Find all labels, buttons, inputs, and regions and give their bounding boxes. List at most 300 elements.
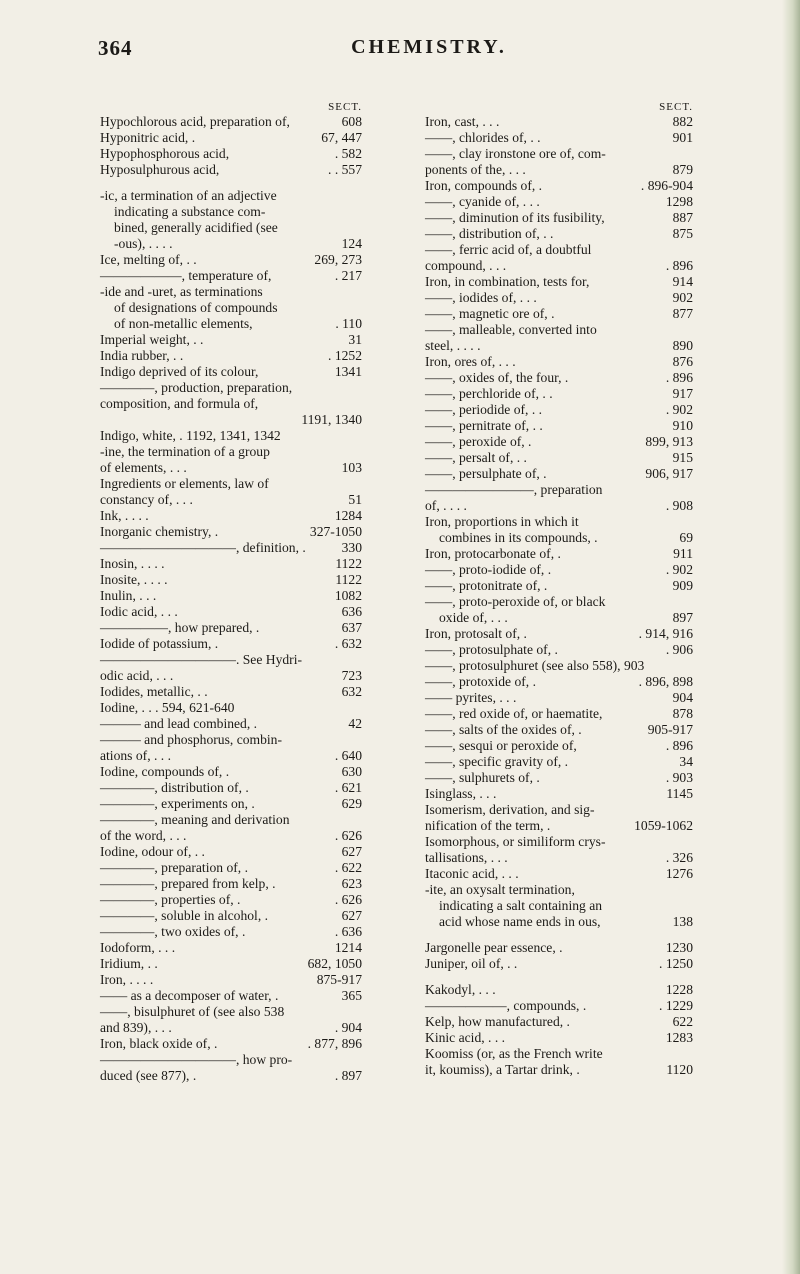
entry-text: ————, preparation of, . — [100, 860, 248, 875]
index-entry — [425, 898, 693, 914]
index-entry — [425, 178, 693, 194]
entry-section-number: 901 — [672, 130, 693, 145]
index-entry — [100, 556, 362, 572]
entry-text: Iron, . . . . — [100, 972, 154, 987]
index-entry — [100, 252, 362, 268]
entry-section-number: . 896 — [665, 370, 693, 385]
entry-section-number: 630 — [341, 764, 362, 779]
entry-section-number: 897 — [672, 610, 693, 625]
running-title: CHEMISTRY. — [351, 36, 507, 58]
index-entry — [100, 1036, 362, 1052]
index-entry — [425, 338, 693, 354]
entry-section-number: 608 — [341, 114, 362, 129]
entry-text: ————, prepared from kelp, . — [100, 876, 276, 891]
entry-section-number: 627 — [341, 844, 362, 859]
index-entry — [100, 1020, 362, 1036]
index-entry — [100, 492, 362, 508]
entry-text: ——, chlorides of, . . — [425, 130, 541, 145]
entry-text: —— pyrites, . . . — [425, 690, 517, 705]
entry-section-number: . 903 — [665, 770, 693, 785]
index-entry — [425, 130, 693, 146]
entry-text: Juniper, oil of, . . — [425, 956, 518, 971]
entry-section-number: 67, 447 — [321, 130, 362, 145]
index-entry — [100, 412, 362, 428]
entry-text: Ice, melting of, . . — [100, 252, 197, 267]
entry-section-number: . 896 — [665, 738, 693, 753]
index-entry — [425, 354, 693, 370]
entry-text: Iron, in combination, tests for, — [425, 274, 590, 289]
index-entry — [425, 658, 693, 674]
entry-section-number: 915 — [672, 450, 693, 465]
entry-text: ————, properties of, . — [100, 892, 241, 907]
entry-section-number: 1082 — [334, 588, 362, 603]
entry-section-number: . 896, 898 — [638, 674, 693, 689]
index-entry — [100, 396, 362, 412]
entry-text: of, . . . . — [425, 498, 467, 513]
entry-text: Iodine, odour of, . . — [100, 844, 205, 859]
entry-text: Isinglass, . . . — [425, 786, 497, 801]
index-entry — [425, 770, 693, 786]
index-entry — [425, 226, 693, 242]
entry-section-number: 629 — [341, 796, 362, 811]
entry-text: ——, cyanide of, . . . — [425, 194, 540, 209]
index-entry — [100, 796, 362, 812]
entry-text: ——, protoxide of, . — [425, 674, 537, 689]
entry-text: ——————————. See Hydri- — [100, 652, 303, 667]
entry-section-number: . 621 — [334, 780, 362, 795]
index-entry — [100, 348, 362, 364]
entry-section-number: 632 — [341, 684, 362, 699]
entry-section-number: . 217 — [334, 268, 362, 283]
entry-text: Iodoform, . . . — [100, 940, 176, 955]
entry-text: ations of, . . . — [100, 748, 171, 763]
entry-text: ——, protosulphuret (see also 558), 903 — [425, 658, 645, 673]
entry-section-number: 905-917 — [647, 722, 693, 737]
entry-section-number: 31 — [348, 332, 362, 347]
entry-section-number: 882 — [672, 114, 693, 129]
index-entry — [425, 754, 693, 770]
entry-section-number: . 1252 — [328, 348, 362, 363]
entry-text: compound, . . . — [425, 258, 507, 273]
entry-text: and 839), . . . — [100, 1020, 172, 1035]
entry-text: ————, experiments on, . — [100, 796, 255, 811]
index-entry — [100, 812, 362, 828]
entry-text: Iron, proportions in which it — [425, 514, 579, 529]
index-entry — [100, 460, 362, 476]
index-entry — [425, 786, 693, 802]
entry-text: composition, and formula of, — [100, 396, 259, 411]
entry-text: Inosite, . . . . — [100, 572, 168, 587]
entry-section-number: 622 — [672, 1014, 693, 1029]
entry-text: Ink, . . . . — [100, 508, 149, 523]
index-entry — [425, 530, 693, 546]
entry-section-number: 875-917 — [316, 972, 362, 987]
entry-text: —— as a decomposer of water, . — [100, 988, 279, 1003]
entry-text: ——, red oxide of, or haematite, — [425, 706, 603, 721]
entry-text: Kakodyl, . . . — [425, 982, 496, 997]
index-entry — [425, 594, 693, 610]
index-entry — [425, 998, 693, 1014]
entry-text: Itaconic acid, . . . — [425, 866, 519, 881]
entry-section-number: 723 — [341, 668, 362, 683]
page-header — [98, 36, 720, 76]
index-entry — [100, 892, 362, 908]
entry-section-number: 879 — [672, 162, 693, 177]
entry-section-number: 637 — [341, 620, 362, 635]
entry-text: ——, protonitrate of, . — [425, 578, 548, 593]
index-entry — [100, 732, 362, 748]
entry-text: Indigo deprived of its colour, — [100, 364, 259, 379]
entry-text: India rubber, . . — [100, 348, 184, 363]
index-entry — [100, 876, 362, 892]
entry-text: Jargonelle pear essence, . — [425, 940, 563, 955]
entry-text: ——, periodide of, . . — [425, 402, 543, 417]
entry-section-number: 103 — [341, 460, 362, 475]
entry-text: Indigo, white, . 1192, 1341, 1342 — [100, 428, 281, 443]
entry-text: tallisations, . . . — [425, 850, 508, 865]
entry-section-number: . 906 — [665, 642, 693, 657]
entry-section-number: . 877, 896 — [307, 1036, 362, 1051]
index-entry — [425, 982, 693, 998]
entry-text: ——————————, how pro- — [100, 1052, 293, 1067]
index-entry — [100, 988, 362, 1004]
index-entry — [425, 450, 693, 466]
entry-section-number: 1191, 1340 — [301, 412, 362, 427]
index-entry — [425, 546, 693, 562]
entry-section-number: 327-1050 — [309, 524, 362, 539]
index-entry — [100, 636, 362, 652]
index-entry — [100, 572, 362, 588]
entry-section-number: 917 — [672, 386, 693, 401]
entry-text: ——, pernitrate of, . . — [425, 418, 543, 433]
entry-section-number: 1059-1062 — [634, 818, 693, 833]
entry-section-number: 876 — [672, 354, 693, 369]
index-entry — [425, 642, 693, 658]
index-entry — [100, 748, 362, 764]
entry-section-number: 636 — [341, 604, 362, 619]
entry-text: ————, meaning and derivation — [100, 812, 290, 827]
index-entry — [100, 844, 362, 860]
entry-text: duced (see 877), . — [100, 1068, 197, 1083]
entry-text: ——, oxides of, the four, . — [425, 370, 569, 385]
entry-text: ——, diminution of its fusibility, — [425, 210, 605, 225]
entry-text: -ous), . . . . — [114, 236, 173, 251]
index-entry — [100, 1068, 362, 1084]
entry-text: Isomorphous, or similiform crys- — [425, 834, 606, 849]
index-entry — [425, 690, 693, 706]
entry-section-number: 899, 913 — [645, 434, 693, 449]
entry-text: ——, persulphate of, . — [425, 466, 547, 481]
entry-text: bined, generally acidified (see — [114, 220, 278, 235]
entry-text: of non-metallic elements, — [114, 316, 253, 331]
entry-section-number: 627 — [341, 908, 362, 923]
index-entry — [425, 482, 693, 498]
index-entry — [100, 684, 362, 700]
index-entry — [100, 236, 362, 252]
entry-text: Inosin, . . . . — [100, 556, 165, 571]
entry-section-number: . 640 — [334, 748, 362, 763]
entry-section-number: 682, 1050 — [307, 956, 362, 971]
index-entry — [100, 444, 362, 460]
index-entry — [425, 610, 693, 626]
entry-text: -ic, a termination of an adjective — [100, 188, 277, 203]
index-entry — [425, 722, 693, 738]
index-entry — [425, 402, 693, 418]
index-entry — [425, 1030, 693, 1046]
entry-section-number: . 896 — [665, 258, 693, 273]
entry-text: Hyponitric acid, . — [100, 130, 196, 145]
entry-section-number: 904 — [672, 690, 693, 705]
index-entry — [425, 818, 693, 834]
index-entry — [100, 300, 362, 316]
index-entry — [425, 194, 693, 210]
entry-text: ————, two oxides of, . — [100, 924, 246, 939]
index-entry — [425, 940, 693, 956]
entry-section-number: . 914, 916 — [638, 626, 693, 641]
index-entry — [425, 802, 693, 818]
entry-section-number: . 110 — [335, 316, 362, 331]
index-entry — [425, 1062, 693, 1078]
entry-text: Isomerism, derivation, and sig- — [425, 802, 595, 817]
index-entry — [100, 332, 362, 348]
entry-section-number: . 622 — [334, 860, 362, 875]
index-entry — [100, 860, 362, 876]
index-column-right — [425, 100, 693, 1078]
index-entry — [100, 114, 362, 130]
index-entry — [100, 700, 362, 716]
entry-text: Iridium, . . — [100, 956, 158, 971]
entry-text: Iron, protosalt of, . — [425, 626, 527, 641]
entry-text: ——, magnetic ore of, . — [425, 306, 555, 321]
entry-section-number: 51 — [348, 492, 362, 507]
index-entry — [100, 716, 362, 732]
entry-text: ——, proto-peroxide of, or black — [425, 594, 606, 609]
index-entry — [425, 418, 693, 434]
index-entry — [100, 652, 362, 668]
index-entry — [100, 620, 362, 636]
index-entry — [425, 162, 693, 178]
entry-text: ——, iodides of, . . . — [425, 290, 537, 305]
entry-text: Iron, protocarbonate of, . — [425, 546, 561, 561]
entry-section-number: 1298 — [665, 194, 693, 209]
entry-section-number: . 626 — [334, 892, 362, 907]
index-entry — [425, 258, 693, 274]
entry-text: it, koumiss), a Tartar drink, . — [425, 1062, 580, 1077]
index-entry — [425, 882, 693, 898]
entry-text: Hypochlorous acid, preparation of, — [100, 114, 290, 129]
entry-text: Kelp, how manufactured, . — [425, 1014, 570, 1029]
index-entry — [425, 146, 693, 162]
index-entry — [425, 306, 693, 322]
entry-section-number: 878 — [672, 706, 693, 721]
index-entry — [100, 524, 362, 540]
entry-text: indicating a substance com- — [114, 204, 266, 219]
index-column-left — [100, 100, 362, 1084]
entry-section-number: . 626 — [334, 828, 362, 843]
entry-text: -ine, the termination of a group — [100, 444, 270, 459]
page-edge-shadow — [782, 0, 800, 1274]
index-entry — [425, 834, 693, 850]
entry-text: Iron, cast, . . . — [425, 114, 500, 129]
index-entry — [100, 1004, 362, 1020]
entry-text: ————————, preparation — [425, 482, 603, 497]
entry-text: —————, how prepared, . — [100, 620, 260, 635]
index-entry — [425, 498, 693, 514]
entry-text: ——, salts of the oxides of, . — [425, 722, 582, 737]
index-entry — [425, 274, 693, 290]
index-entry — [425, 466, 693, 482]
index-lines-left — [100, 114, 362, 1084]
index-entry — [100, 780, 362, 796]
sect-label-left: SECT. — [328, 101, 362, 113]
entry-text: of the word, . . . — [100, 828, 187, 843]
entry-text: Iron, black oxide of, . — [100, 1036, 218, 1051]
index-entry — [100, 220, 362, 236]
index-entry — [100, 956, 362, 972]
entry-text: Kinic acid, . . . — [425, 1030, 506, 1045]
entry-text: odic acid, . . . — [100, 668, 174, 683]
index-entry — [100, 540, 362, 556]
entry-text: ————, distribution of, . — [100, 780, 249, 795]
entry-section-number: . 1250 — [659, 956, 693, 971]
entry-text: acid whose name ends in ous, — [439, 914, 601, 929]
entry-text: ——— and phosphorus, combin- — [100, 732, 282, 747]
entry-section-number: 1230 — [665, 940, 693, 955]
index-entry — [100, 268, 362, 284]
index-entry — [100, 908, 362, 924]
entry-section-number: 890 — [672, 338, 693, 353]
entry-text: ————, production, preparation, — [100, 380, 293, 395]
entry-section-number: 910 — [672, 418, 693, 433]
index-entry — [100, 972, 362, 988]
entry-section-number: . 902 — [665, 402, 693, 417]
entry-section-number: 877 — [672, 306, 693, 321]
entry-text: oxide of, . . . — [439, 610, 508, 625]
index-entry — [425, 514, 693, 530]
index-entry — [100, 1052, 362, 1068]
entry-gap — [100, 178, 362, 188]
index-entry — [425, 1046, 693, 1062]
entry-section-number: 124 — [341, 236, 362, 251]
entry-text: ——————, temperature of, — [100, 268, 272, 283]
entry-section-number: 34 — [679, 754, 693, 769]
index-entry — [100, 924, 362, 940]
entry-text: -ite, an oxysalt termination, — [425, 882, 575, 897]
entry-text: Iron, ores of, . . . — [425, 354, 516, 369]
index-entry — [425, 956, 693, 972]
entry-text: of designations of compounds — [114, 300, 278, 315]
entry-text: nification of the term, . — [425, 818, 551, 833]
entry-text: Koomiss (or, as the French write — [425, 1046, 603, 1061]
entry-text: ——, sesqui or peroxide of, — [425, 738, 577, 753]
entry-text: ——, malleable, converted into — [425, 322, 597, 337]
index-entry — [100, 940, 362, 956]
entry-text: ——, peroxide of, . — [425, 434, 532, 449]
entry-text: ——, protosulphate of, . — [425, 642, 558, 657]
entry-text: Iodine, . . . 594, 621-640 — [100, 700, 235, 715]
entry-text: Iodides, metallic, . . — [100, 684, 208, 699]
entry-text: ——, proto-iodide of, . — [425, 562, 552, 577]
entry-text: ——, bisulphuret of (see also 538 — [100, 1004, 285, 1019]
index-entry — [100, 146, 362, 162]
index-entry — [425, 242, 693, 258]
sect-label-right: SECT. — [659, 101, 693, 113]
entry-text: -ide and -uret, as terminations — [100, 284, 263, 299]
index-entry — [100, 668, 362, 684]
index-entry — [100, 316, 362, 332]
index-entry — [100, 764, 362, 780]
entry-section-number: 365 — [341, 988, 362, 1003]
index-entry — [425, 738, 693, 754]
entry-section-number: 909 — [672, 578, 693, 593]
index-entry — [425, 114, 693, 130]
entry-section-number: 1122 — [335, 572, 362, 587]
index-lines-right — [425, 114, 693, 1078]
entry-text: indicating a salt containing an — [439, 898, 603, 913]
index-entry — [425, 706, 693, 722]
index-entry — [425, 578, 693, 594]
index-entry — [425, 290, 693, 306]
entry-text: constancy of, . . . — [100, 492, 193, 507]
index-entry — [100, 364, 362, 380]
entry-text: ponents of the, . . . — [425, 162, 526, 177]
entry-text: ——, sulphurets of, . — [425, 770, 540, 785]
entry-text: Hyposulphurous acid, — [100, 162, 220, 177]
entry-section-number: 42 — [348, 716, 362, 731]
index-entry — [100, 604, 362, 620]
entry-section-number: 69 — [679, 530, 693, 545]
entry-section-number: 1214 — [334, 940, 362, 955]
entry-text: ——, ferric acid of, a doubtful — [425, 242, 592, 257]
index-entry — [100, 204, 362, 220]
index-entry — [425, 626, 693, 642]
index-entry — [100, 476, 362, 492]
entry-section-number: 1284 — [334, 508, 362, 523]
entry-text: Hypophosphorous acid, — [100, 146, 230, 161]
entry-section-number: . 897 — [334, 1068, 362, 1083]
entry-section-number: 138 — [672, 914, 693, 929]
index-entry — [425, 1014, 693, 1030]
entry-text: Imperial weight, . . — [100, 332, 204, 347]
index-entry — [100, 284, 362, 300]
entry-section-number: 887 — [672, 210, 693, 225]
entry-section-number: . 1229 — [659, 998, 693, 1013]
index-entry — [425, 386, 693, 402]
index-entry — [425, 914, 693, 930]
entry-section-number: 1283 — [665, 1030, 693, 1045]
entry-section-number: . 896-904 — [640, 178, 693, 193]
entry-text: ——————————, definition, . — [100, 540, 306, 555]
entry-section-number: 330 — [341, 540, 362, 555]
index-entry — [100, 162, 362, 178]
entry-section-number: 914 — [672, 274, 693, 289]
index-entry — [100, 508, 362, 524]
entry-section-number: . 904 — [334, 1020, 362, 1035]
entry-section-number: . 632 — [334, 636, 362, 651]
index-entry — [100, 130, 362, 146]
index-entry — [425, 866, 693, 882]
entry-section-number: 906, 917 — [645, 466, 693, 481]
entry-text: combines in its compounds, . — [439, 530, 598, 545]
index-entry — [100, 588, 362, 604]
entry-text: ——, distribution of, . . — [425, 226, 554, 241]
entry-section-number: 1145 — [666, 786, 693, 801]
entry-text: Inulin, . . . — [100, 588, 157, 603]
entry-text: Inorganic chemistry, . — [100, 524, 219, 539]
entry-text: ——, persalt of, . . — [425, 450, 527, 465]
entry-section-number: . 902 — [665, 562, 693, 577]
page-number: 364 — [98, 36, 133, 60]
